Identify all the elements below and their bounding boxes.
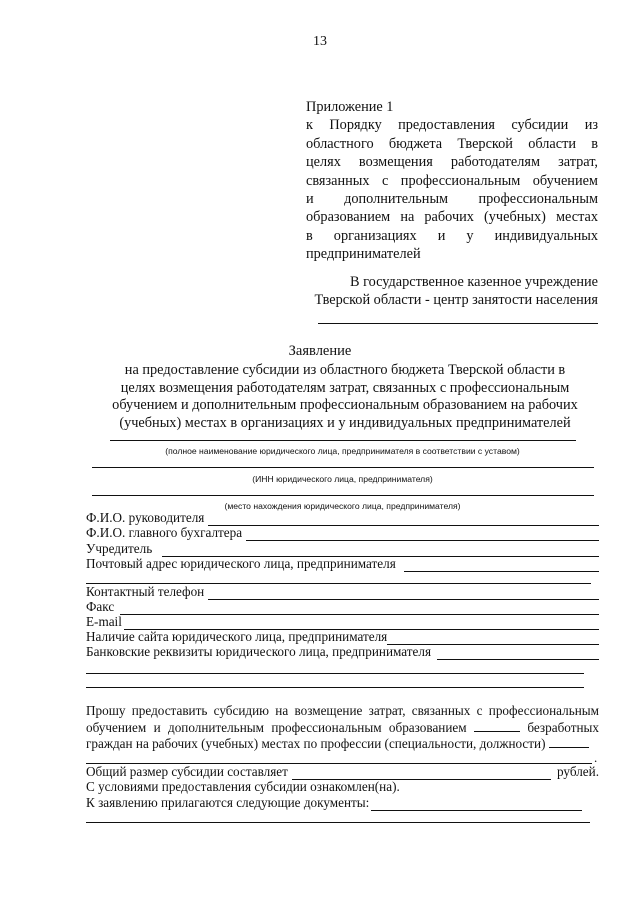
subject-line: обучением и дополнительным профессиональным образованием на рабочих xyxy=(112,397,578,414)
profession-end-dot: . xyxy=(594,750,598,765)
postal-address-input-line[interactable] xyxy=(404,559,599,572)
subject-line: целях возмещения работодателям затрат, связанных с профессиональным xyxy=(120,379,570,396)
appendix-line: к Порядку предоставления субсидии из xyxy=(306,117,598,134)
subject-line: на предоставление субсидии из областного бюджета Тверской области в xyxy=(124,362,566,378)
email-field[interactable] xyxy=(86,614,599,630)
founder-field[interactable] xyxy=(86,541,599,557)
postal-address-field[interactable] xyxy=(86,556,599,572)
request-text-part2: безработных граждан на рабочих (учебных) местах по профессии (специальности, должности) xyxy=(86,719,599,751)
appendix-heading: Приложение 1 xyxy=(306,99,394,115)
appendix-line: связанных с профессиональным обучением xyxy=(306,172,598,189)
recipient-blank-line[interactable] xyxy=(318,323,598,324)
recipient-block xyxy=(296,273,598,309)
appendix-line: в организациях и у индивидуальных xyxy=(306,227,598,244)
attachments-field[interactable] xyxy=(86,795,582,811)
page-number: 13 xyxy=(313,34,327,49)
director-field[interactable] xyxy=(86,510,599,526)
recipient-line: Тверской области - центр занятости населения xyxy=(314,292,598,308)
profession-blank[interactable] xyxy=(549,736,589,748)
accountant-input-line[interactable] xyxy=(246,528,599,541)
document-title: Заявление xyxy=(288,343,352,359)
inn-caption: (ИНН юридического лица, предпринимателя) xyxy=(252,474,433,484)
bank-details-label: Банковские реквизиты юридического лица, предпринимателя xyxy=(86,644,432,659)
full-name-blank[interactable] xyxy=(110,440,576,441)
attachments-blank-2[interactable] xyxy=(86,822,590,823)
email-label: E-mail xyxy=(86,614,122,629)
postal-address-label: Почтовый адрес юридического лица, предпринимателя xyxy=(86,556,396,571)
founder-label: Учредитель xyxy=(86,541,153,556)
website-label: Наличие сайта юридического лица, предпринимателя xyxy=(86,629,388,644)
conditions-text: С условиями предоставления субсидии ознакомлен(на). xyxy=(86,779,400,794)
inn-blank[interactable] xyxy=(92,495,594,496)
bank-details-blank-2[interactable] xyxy=(86,673,584,674)
subject-line: (учебных) местах в организациях и у индивидуальных предпринимателей xyxy=(119,414,571,431)
total-field[interactable] xyxy=(86,764,599,780)
total-unit: рублей. xyxy=(556,764,599,779)
accountant-field[interactable] xyxy=(86,525,599,541)
bank-details-blank-3[interactable] xyxy=(86,687,584,688)
attachments-input-line[interactable] xyxy=(371,798,582,811)
attachments-label: К заявлению прилагаются следующие документы: xyxy=(86,795,370,810)
document-subject xyxy=(90,362,600,432)
total-label: Общий размер субсидии составляет xyxy=(86,764,288,779)
request-text-part1: Прошу предоставить субсидию на возмещение затрат, связанных с профессиональным обучением и дополнительным профессиональным образованием xyxy=(86,703,599,735)
fax-label: Факс xyxy=(86,599,115,614)
appendix-line: и дополнительным профессиональным xyxy=(306,191,598,208)
phone-field[interactable] xyxy=(86,584,599,600)
appendix-line: предпринимателей xyxy=(306,246,421,263)
bank-details-input-line[interactable] xyxy=(437,647,599,660)
director-label: Ф.И.О. руководителя xyxy=(86,510,205,525)
phone-label: Контактный телефон xyxy=(86,584,205,599)
appendix-line: образованием на рабочих (учебных) местах xyxy=(306,209,598,226)
unemployed-count-blank[interactable] xyxy=(474,720,520,732)
location-caption: (место нахождения юридического лица, предпринимателя) xyxy=(224,501,461,511)
appendix-block xyxy=(306,98,598,264)
accountant-label: Ф.И.О. главного бухгалтера xyxy=(86,525,243,540)
bank-details-field[interactable] xyxy=(86,644,599,660)
appendix-line: целях возмещения работодателям затрат, xyxy=(306,154,598,171)
recipient-line: В государственное казенное учреждение xyxy=(349,274,598,290)
website-field[interactable] xyxy=(86,629,599,645)
full-name-blank-2[interactable] xyxy=(92,467,594,468)
request-paragraph xyxy=(86,703,599,753)
fax-field[interactable] xyxy=(86,599,599,615)
full-name-caption: (полное наименование юридического лица, предпринимателя в соответствии с уставом) xyxy=(165,446,520,456)
appendix-line: областного бюджета Тверской области в xyxy=(306,135,598,152)
